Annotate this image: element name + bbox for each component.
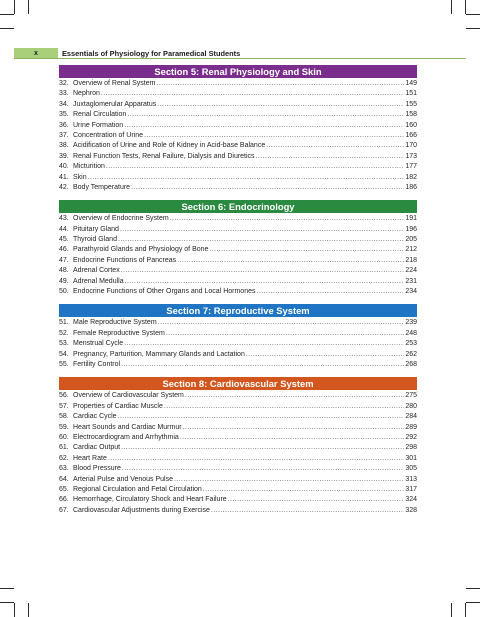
page-number: 280	[405, 402, 417, 410]
chapter-title: Overview of Endocrine System	[73, 215, 169, 223]
chapter-number: 42.	[59, 183, 69, 191]
chapter-title: Renal Function Tests, Renal Failure, Dialysis and Diuretics	[73, 152, 255, 160]
page-number: 160	[405, 121, 417, 129]
crop-mark	[451, 0, 452, 14]
page-number: 182	[405, 173, 417, 181]
chapter-title: Acidification of Urine and Role of Kidney in Acid-base Balance	[73, 142, 266, 150]
chapter-title: Female Reproductive System	[73, 329, 165, 337]
crop-mark	[465, 603, 466, 617]
section-heading: Section 5: Renal Physiology and Skin	[59, 65, 417, 78]
toc-entry	[59, 100, 417, 110]
page-number: 151	[405, 90, 417, 98]
toc-entry	[59, 485, 417, 495]
chapter-number: 35.	[59, 111, 69, 119]
section-heading: Section 8: Cardiovascular System	[59, 377, 417, 390]
chapter-title: Hemorrhage, Circulatory Shock and Heart Failure	[73, 496, 227, 504]
page-number: 275	[405, 392, 417, 400]
toc-entry	[59, 152, 417, 162]
dot-leader	[131, 183, 404, 193]
chapter-number: 63.	[59, 465, 69, 473]
page-number: 155	[405, 100, 417, 108]
crop-mark	[466, 588, 480, 589]
dot-leader	[203, 485, 405, 495]
toc-section	[59, 377, 417, 516]
chapter-number: 37.	[59, 131, 69, 139]
chapter-title: Body Temperature	[73, 183, 131, 191]
dot-leader	[256, 152, 405, 162]
header-rule	[14, 58, 466, 59]
dot-leader	[124, 121, 404, 131]
page-number: 301	[405, 454, 417, 462]
page-number: 328	[405, 506, 417, 514]
toc-entry	[59, 350, 417, 360]
toc-entry	[59, 433, 417, 443]
toc-entry	[59, 495, 417, 505]
dot-leader	[121, 443, 404, 453]
page-number: 292	[405, 433, 417, 441]
chapter-title: Endocrine Functions of Other Organs and Local Hormones	[73, 288, 256, 296]
crop-mark	[14, 603, 15, 617]
dot-leader	[106, 162, 404, 172]
page-number: 239	[405, 319, 417, 327]
chapter-title: Electrocardiogram and Arrhythmia	[73, 433, 179, 441]
crop-mark	[0, 28, 14, 29]
page-number: 317	[405, 485, 417, 493]
chapter-title: Heart Sounds and Cardiac Murmur	[73, 423, 182, 431]
dot-leader	[156, 79, 404, 89]
section-heading: Section 6: Endocrinology	[59, 200, 417, 213]
chapter-title: Urine Formation	[73, 121, 124, 129]
chapter-title: Micturition	[73, 163, 105, 171]
page-number: 248	[405, 329, 417, 337]
chapter-title: Overview of Renal System	[73, 80, 156, 87]
chapter-number: 43.	[59, 215, 69, 223]
page-number: 234	[405, 288, 417, 296]
crop-mark	[465, 0, 466, 14]
page-number: 149	[405, 80, 417, 87]
chapter-title: Male Reproductive System	[73, 319, 157, 327]
chapter-title: Adrenal Cortex	[73, 267, 120, 275]
crop-mark	[466, 28, 480, 29]
chapter-title: Cardiovascular Adjustments during Exercise	[73, 506, 210, 514]
page-number: 289	[405, 423, 417, 431]
toc-entry	[59, 245, 417, 255]
chapter-title: Properties of Cardiac Muscle	[73, 402, 163, 410]
toc-section	[59, 200, 417, 297]
page-number: 231	[405, 277, 417, 285]
page-number: 170	[405, 142, 417, 150]
chapter-title: Juxtaglomerular Apparatus	[73, 100, 157, 108]
chapter-title: Endocrine Functions of Pancreas	[73, 256, 177, 264]
chapter-title: Pregnancy, Parturition, Mammary Glands and Lactation	[73, 350, 245, 358]
page-number: 305	[405, 465, 417, 473]
section-heading: Section 7: Reproductive System	[59, 304, 417, 317]
page-number: 313	[405, 475, 417, 483]
page-number: 196	[405, 225, 417, 233]
dot-leader	[177, 256, 404, 266]
crop-mark	[0, 602, 14, 603]
chapter-title: Adrenal Medulla	[73, 277, 124, 285]
chapter-number: 61.	[59, 444, 69, 452]
dot-leader	[209, 245, 404, 255]
dot-leader	[170, 214, 405, 224]
chapter-title: Heart Rate	[73, 454, 107, 462]
dot-leader	[108, 454, 404, 464]
chapter-title: Overview of Cardiovascular System	[73, 392, 184, 400]
crop-mark	[0, 588, 14, 589]
crop-mark	[466, 14, 480, 15]
toc-entry	[59, 110, 417, 120]
page-number: 191	[405, 215, 417, 223]
chapter-number: 44.	[59, 225, 69, 233]
dot-leader	[158, 318, 405, 328]
chapter-number: 51.	[59, 319, 69, 327]
toc-entry	[59, 318, 417, 328]
chapter-number: 48.	[59, 267, 69, 275]
toc-entry	[59, 360, 417, 370]
chapter-title: Arterial Pulse and Venous Pulse	[73, 475, 174, 483]
page-number: 177	[405, 163, 417, 171]
chapter-number: 40.	[59, 163, 69, 171]
chapter-title: Menstrual Cycle	[73, 340, 124, 348]
chapter-number: 60.	[59, 433, 69, 441]
toc-entry	[59, 121, 417, 131]
table-of-contents	[59, 65, 417, 523]
toc-entry	[59, 162, 417, 172]
toc-entry	[59, 183, 417, 193]
page-number: 268	[405, 360, 417, 368]
page-number: 224	[405, 267, 417, 275]
dot-leader	[185, 391, 404, 401]
chapter-number: 45.	[59, 236, 69, 244]
dot-leader	[120, 225, 404, 235]
toc-entry	[59, 423, 417, 433]
page-number: 218	[405, 256, 417, 264]
dot-leader	[228, 495, 405, 505]
page-number: 166	[405, 131, 417, 139]
toc-entry	[59, 225, 417, 235]
chapter-number: 47.	[59, 256, 69, 264]
chapter-title: Fertility Control	[73, 360, 121, 368]
chapter-number: 32.	[59, 80, 69, 87]
chapter-title: Thyroid Gland	[73, 236, 117, 244]
chapter-title: Blood Pressure	[73, 465, 121, 473]
crop-mark	[0, 14, 14, 15]
chapter-number: 50.	[59, 288, 69, 296]
dot-leader	[266, 141, 404, 151]
toc-entry	[59, 329, 417, 339]
chapter-number: 56.	[59, 392, 69, 400]
chapter-title: Concentration of Urine	[73, 131, 144, 139]
chapter-number: 66.	[59, 496, 69, 504]
dot-leader	[121, 266, 405, 276]
page-number: 284	[405, 413, 417, 421]
dot-leader	[157, 100, 404, 110]
chapter-title: Renal Circulation	[73, 111, 127, 119]
chapter-number: 36.	[59, 121, 69, 129]
chapter-number: 39.	[59, 152, 69, 160]
chapter-title: Skin	[73, 173, 87, 181]
chapter-title: Cardiac Cycle	[73, 413, 117, 421]
toc-entry	[59, 339, 417, 349]
dot-leader	[124, 339, 404, 349]
dot-leader	[211, 506, 404, 516]
toc-entry	[59, 287, 417, 297]
chapter-title: Regional Circulation and Fetal Circulation	[73, 485, 202, 493]
chapter-number: 52.	[59, 329, 69, 337]
toc-entry	[59, 402, 417, 412]
running-header	[14, 48, 466, 58]
chapter-number: 49.	[59, 277, 69, 285]
page-number: 186	[405, 183, 417, 191]
dot-leader	[118, 412, 405, 422]
dot-leader	[122, 464, 404, 474]
crop-mark	[28, 0, 29, 14]
toc-entry	[59, 391, 417, 401]
toc-entry	[59, 266, 417, 276]
toc-entry	[59, 256, 417, 266]
toc-entry	[59, 235, 417, 245]
crop-mark	[466, 602, 480, 603]
dot-leader	[166, 329, 404, 339]
page-number: 173	[405, 152, 417, 160]
crop-mark	[451, 603, 452, 617]
page-number: 205	[405, 236, 417, 244]
dot-leader	[246, 350, 404, 360]
toc-entry	[59, 79, 417, 89]
dot-leader	[257, 287, 405, 297]
toc-entry	[59, 277, 417, 287]
chapter-number: 54.	[59, 350, 69, 358]
toc-entry	[59, 475, 417, 485]
toc-entry	[59, 464, 417, 474]
chapter-number: 34.	[59, 100, 69, 108]
dot-leader	[88, 173, 405, 183]
chapter-title: Nephron	[73, 90, 100, 98]
chapter-number: 41.	[59, 173, 69, 181]
toc-entry	[59, 506, 417, 516]
page-number: 253	[405, 340, 417, 348]
dot-leader	[127, 110, 404, 120]
dot-leader	[164, 402, 404, 412]
page-number: 298	[405, 444, 417, 452]
page-number: 262	[405, 350, 417, 358]
chapter-number: 67.	[59, 506, 69, 514]
dot-leader	[121, 360, 404, 370]
toc-section	[59, 65, 417, 193]
toc-entry	[59, 443, 417, 453]
toc-entry	[59, 412, 417, 422]
toc-entry	[59, 214, 417, 224]
chapter-number: 64.	[59, 475, 69, 483]
toc-entry	[59, 173, 417, 183]
chapter-number: 65.	[59, 485, 69, 493]
toc-entry	[59, 141, 417, 151]
crop-mark	[28, 603, 29, 617]
chapter-number: 58.	[59, 413, 69, 421]
dot-leader	[183, 423, 405, 433]
chapter-number: 57.	[59, 402, 69, 410]
chapter-title: Pituitary Gland	[73, 225, 119, 233]
chapter-number: 53.	[59, 340, 69, 348]
chapter-number: 38.	[59, 142, 69, 150]
dot-leader	[180, 433, 404, 443]
chapter-number: 59.	[59, 423, 69, 431]
chapter-number: 62.	[59, 454, 69, 462]
page-number: 324	[405, 496, 417, 504]
chapter-number: 46.	[59, 246, 69, 254]
dot-leader	[101, 89, 404, 99]
toc-section	[59, 304, 417, 370]
dot-leader	[144, 131, 404, 141]
toc-entry	[59, 131, 417, 141]
dot-leader	[125, 277, 405, 287]
crop-mark	[14, 0, 15, 14]
chapter-title: Cardiac Output	[73, 444, 121, 452]
chapter-title: Parathyroid Glands and Physiology of Bone	[73, 246, 209, 254]
page-number: 158	[405, 111, 417, 119]
page-number: 212	[405, 246, 417, 254]
book-title: Essentials of Physiology for Paramedical Students	[62, 48, 241, 58]
toc-entry	[59, 89, 417, 99]
page-folio: x	[14, 48, 58, 58]
dot-leader	[118, 235, 404, 245]
chapter-number: 55.	[59, 360, 69, 368]
dot-leader	[174, 475, 404, 485]
toc-entry	[59, 454, 417, 464]
chapter-number: 33.	[59, 90, 69, 98]
